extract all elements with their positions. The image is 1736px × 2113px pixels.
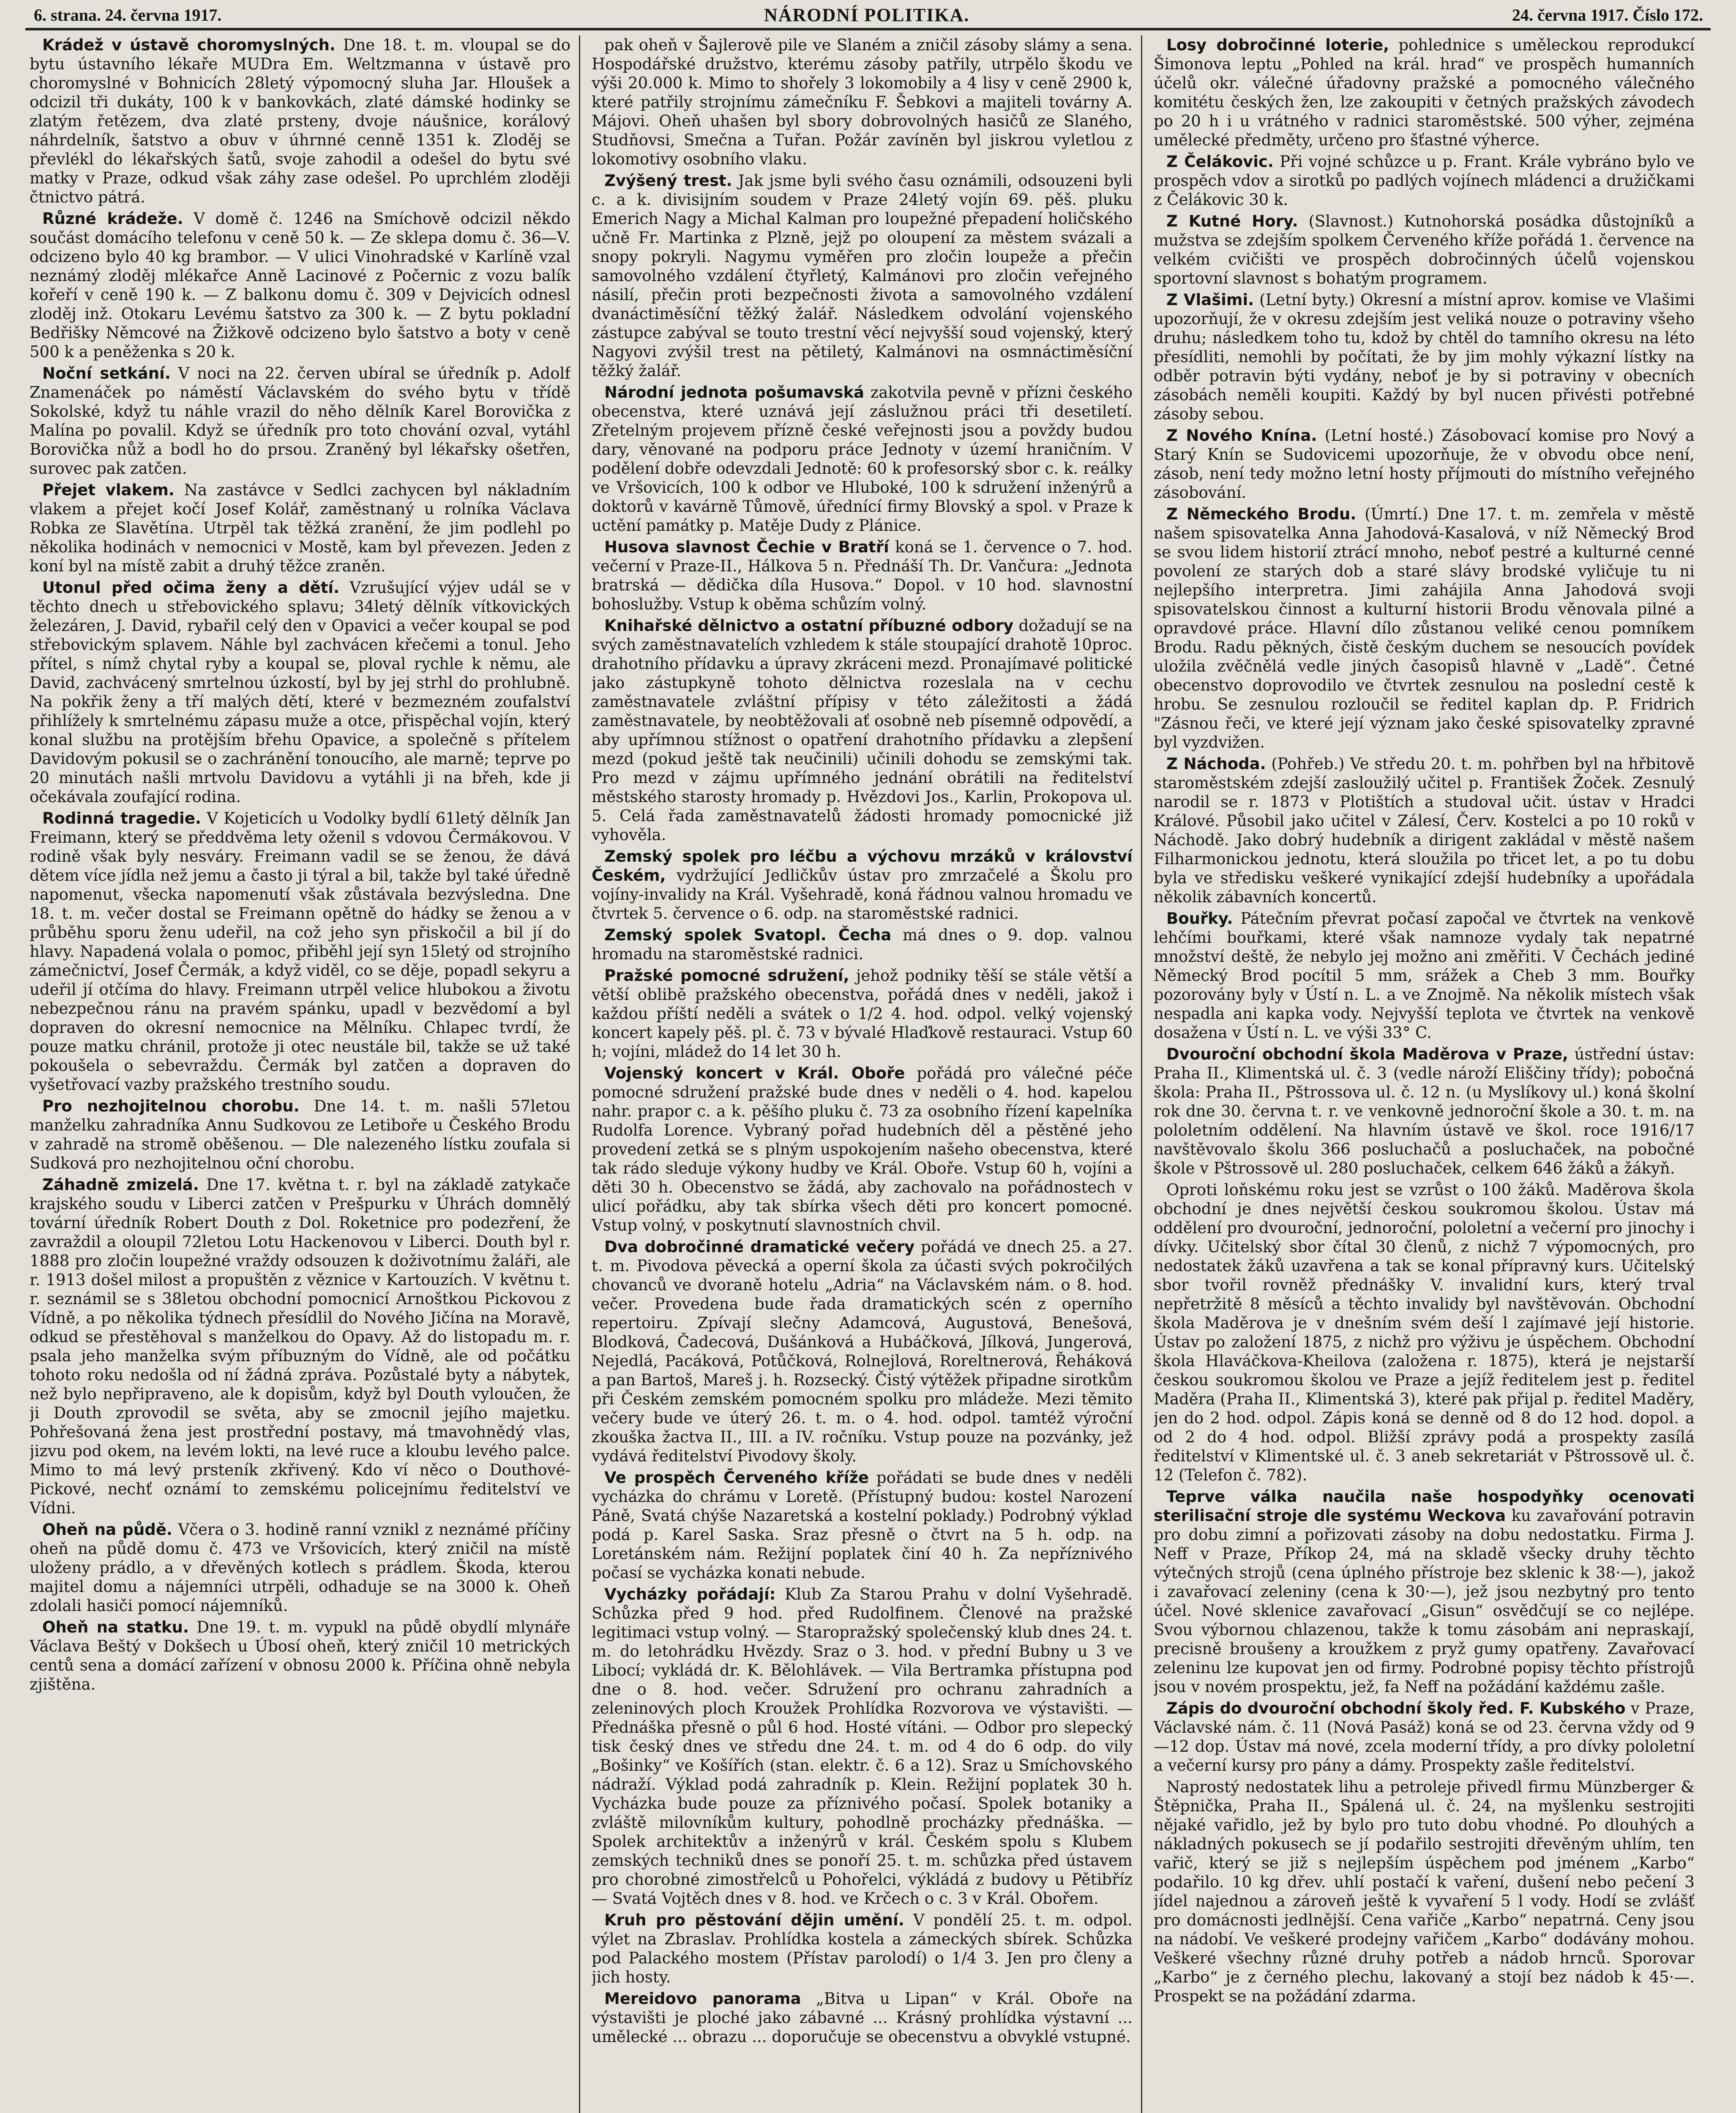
article-text: Na zastávce v Sedlci zachycen byl nákladním vlakem a přejet kočí Josef Kolář, zaměstnaný u rolníka Václava Robka ze Slavětína. Utrpěl tak těžká zranění, že jim podlehl po několika hodinách v nemocnici v Mostě, kam byl převezen. Jeden z koní byl na místě zabit a druhý těžce zraněn. bbox=[30, 481, 570, 575]
article-paragraph bbox=[30, 1097, 570, 1173]
article-text: (Úmrtí.) Dne 17. t. m. zemřela v městě našem spisovatelka Anna Jahodová-Kasalová, v níž Německý Brod se svou lidem historií ztrácí mnoho, neboť pestré a kulturné cenné povolení ze starých dob a staré slávy brodské vyličuje tu ni nejlepšího interpretra. Jimi zahájila Anna Jahodová svoji spisovatelskou činnost a kulturní historii Brodu věnovala pilné a opravdové práce. Hlavní dílo zůstanou veliké cenou pomníkem Brodu. Radu pěkných, čistě českým duchem se nesoucích povídek uložila zvěčnělá vedle jiných časopisů hlavně v „Ladě“. Četné obecenstvo doprovodilo ve čtvrtek zesnulou na poslední cestě k hrobu. Se zesnulou rozloučil se ředitel kaplan dp. P. Fridrich "Zásnou řeči, ve které její význam jako české spisovatelky zpravné byl vyzdvižen. bbox=[1154, 505, 1695, 751]
article-paragraph bbox=[1154, 290, 1695, 423]
article-heading: Rodinná tragedie. bbox=[42, 809, 201, 827]
article-text: Oproti loňskému roku jest se vzrůst o 100 žáků. Maděrova škola obchodní je dnes největší českou soukromou školou. Ústav má oddělení pro dvouroční, jednoroční, pololetní a večerní pro jinochy i dívky. Učitelský sbor čítal 30 členů, z nichž 7 výpomocných, pro nedostatek žáků uzavřena a tak se konal přípravný kurs. Učitelský sbor tvořil rovněž přednášky V. invalidní kurs, který trval nepřetržitě 8 měsíců a těchto invalidy byl navštěvován. Obchodní škola Maděrova je v dnešním svém deší l zajímavé její historie. Ústav po založení 1875, z nichž pro výživu je úspěchem. Obchodní škola Hlaváčkova-Kheilova (založena r. 1875), která je nejstarší českou soukromou školou ve Praze a jejíž ředitelem jest p. ředitel Maděra (Praha II., Klimentská 3), které pak přijal p. ředitel Maděry, jen do 2 hod. odpol. Zápis koná se denně od 8 do 12 hod. dopol. a od 2 do 4 hod. odpol. Bližší zprávy podá a prospekty zasílá ředitelství v Klimentské ul. č. 3 aneb sekretariát v Pštrossově ul. č. 12 (Telefon č. 782). bbox=[1154, 1181, 1695, 1484]
article-paragraph bbox=[592, 1585, 1133, 1908]
article-text: Jak jsme byli svého času oznámili, odsouzeni byli c. a k. divisijním soudem v Praze 24letý vojín 69. pěš. pluku Emerich Nagy a Michal Kalman pro loupežné přepadení holičského učně Fr. Martinka z Plzně, jejž po oloupení za městem svázali a snopy pokryli. Nagymu vyměřen pro zločin loupeže a přečin samovolného vzdálení čtyřletý, Kalmánovi pro zločin veřejného násilí, přečin proti bezpečnosti života a samovolného vzdálení dvanáctiměsíční těžký žalář. Následkem odvolání vojenského zástupce zabýval se touto trestní věcí nejvyšší soud vojenský, který Nagyovi zvýšil trest na pětiletý, Kalmánovi na osmnáctiměsíční těžký žalář. bbox=[592, 172, 1133, 380]
column-1 bbox=[30, 35, 570, 2113]
article-paragraph bbox=[1154, 1487, 1695, 1696]
article-paragraph bbox=[1154, 754, 1695, 906]
article-heading: Z Kutné Hory. bbox=[1166, 212, 1298, 230]
article-text: jehož podniky těší se stále větší a větší oblibě pražského obecenstva, pořádá dnes v neděli, jakož i každou příští neděli a svátek o 1/2 4. hod. odpol. velký vojenský koncert kapely pěš. pl. č. 73 v bývalé Hlaďkově restauraci. Vstup 60 h; vojíni, mládež do 14 let 30 h. bbox=[592, 966, 1133, 1061]
article-paragraph bbox=[592, 1911, 1133, 1987]
article-paragraph bbox=[592, 1237, 1133, 1466]
article-heading: Vycházky pořádají: bbox=[604, 1585, 776, 1603]
article-text: dožadují se na svých zaměstnavatelích vzhledem k stále stoupající drahotě 10proc. drahotního přídavku a úpravy zkráceni mezd. Pronajímavé politické jako zástupkyně tohoto dělnictva rozeslala na v cechu zaměstnavatele zvláštní přípisy v této záležitosti a žádá zaměstnavatele, by neobtěžovali ať osobně neb písemně odpovědí, a aby upřímnou stížnost o opatření drahotního přídavku a zlepšení mezd (pokud ještě tak neučinili) učinili dohodu se zemskými tak. Pro mezd v zájmu upřímného jednání obrátili na ředitelství městského starosty hromady p. Hvězdovi Jos., Karlin, Prokopova ul. 5. Celá řada zaměstnavatelů žádosti hromady pomocnické již vyhověla. bbox=[592, 617, 1133, 844]
article-text: Včera o 3. hodině ranní vznikl z neznámé příčiny oheň na půdě domu č. 473 ve Vršovicích, který zničil na místě uloženy prádlo, a v dřevěných kotlech s prádlem. Škoda, kterou majitel domu a nájemníci utrpěli, odhaduje se na 3000 k. Oheň zdolali hasiči pomocí nájemníků. bbox=[30, 1521, 570, 1615]
column-3 bbox=[1154, 35, 1695, 2113]
article-text: Klub Za Starou Prahu v dolní Vyšehradě. Schůzka před 9 hod. před Rudolfinem. Členové na pražské legitimaci vstup volný. — Staropražský společenský klub dnes 24. t. m. do letohrádku Hvězdy. Sraz o 3. hod. v přední Bubny u 3 ve Libocí; vykládá dr. K. Bělohlávek. — Vila Bertramka přístupna pod dne o 8. hod. večer. Sdružení pro ochranu zahradních a zeleninových ploch Kroužek Prohlídka Rozvorova ve výstavišti. — Přednáška přesně o půl 6 hod. Hosté vítáni. — Odbor pro slepecký tisk český dnes ve středu dne 24. t. m. od 4 do 6 odp. do vily „Bošinky“ ve Košířích (stan. elektr. č. 6 a 12). Sraz u Smíchovského nádraží. Výklad podá zahradník p. Klein. Režijní poplatek 30 h. Vycházka bude pouze za příznivého počasí. Spolek botaniky a zvláště milovníkům kultury, pohodlně procházky přednáška. — Spolek architektův a inženýrů v král. Českém spolu s Klubem zemských techniků dnes se ponoří 25. t. m. schůzka před ústavem pro chorobné zimostřelců u Pohořelci, výkládá z budovy u Pětibříz — Svatá Vojtěch dnes v 8. hod. ve Krčech o c. 3 v Král. Obořem. bbox=[592, 1585, 1133, 1908]
article-paragraph bbox=[1154, 1699, 1695, 1775]
article-heading: Záhadně zmizelá. bbox=[42, 1176, 199, 1194]
article-paragraph bbox=[1154, 426, 1695, 502]
article-heading: Zápis do dvouroční obchodní školy řed. F. Kubského bbox=[1166, 1699, 1626, 1717]
header-rule bbox=[25, 28, 1711, 30]
article-paragraph bbox=[592, 847, 1133, 923]
article-paragraph bbox=[1154, 35, 1695, 150]
article-text: (Pohřeb.) Ve středu 20. t. m. pohřben byl na hřbitově staroměstském zdejší zasloužilý učitel p. František Žoček. Zesnulý narodil se r. 1873 v Plotištích a studoval učit. ústav v Hradci Králové. Působil jako učitel v Zálesí, Červ. Kostelci a po 10 roků v Náchodě. Jako dobrý hudebník a dirigent zakládal v městě našem Filharmonickou jednotu, která sloužila po třicet let, a po tu dobu byla ve středisku veškeré vynikající zdejší hudebníky a upořádala několik zábavních koncertů. bbox=[1154, 755, 1695, 906]
article-heading: Krádež v ústavě choromyslných. bbox=[42, 36, 336, 54]
article-heading: Z Čelákovic. bbox=[1166, 153, 1274, 171]
article-paragraph bbox=[30, 1520, 570, 1615]
article-text: „Bitva u Lipan“ v Král. Oboře na výstavišti je ploché jako zábavné ... Krásný prohlídka výstavní ... umělecké ... obrazu ... doporučuje se obecenstvu a obvyklé vstupné. bbox=[592, 1990, 1133, 2046]
article-text: V domě č. 1246 na Smíchově odcizil někdo součást domácího telefonu v ceně 50 k. — Ze sklepa domu č. 36—V. odcizeno bylo 40 kg brambor. — V ulici Vinohradské v Karlíně vzal neznámý zloděj mlékařce Anně Lacinové z Počernic z vozu balík kořeří v ceně 190 k. — Z balkonu domu č. 309 v Dejvicích odnesl zloděj inž. Otokaru Levému šatstvo za 300 k. — Z bytu pokladní Bedřišky Němcové na Žižkově odcizeno bylo šatstvo a boty v ceně 500 k a peněženka s 20 k. bbox=[30, 210, 570, 361]
article-heading: Utonul před očima ženy a dětí. bbox=[42, 579, 340, 597]
article-heading: Oheň na statku. bbox=[42, 1618, 189, 1636]
article-paragraph bbox=[30, 480, 570, 576]
article-paragraph bbox=[1154, 152, 1695, 209]
article-text: koná se 1. července o 7. hod. večerní v Praze-II., Hálkova 5 n. Přednáší Th. Dr. Vančura: „Jednota bratrská — dědička díla Husova.“ Dopol. v 10 hod. slavnostní bohoslužby. Vstup k oběma schůzím volný. bbox=[592, 538, 1133, 613]
article-text: ku zavařování potravin pro dobu zimní a pořizovati zásoby na dobu nedostatku. Firma J. Neff v Praze, Příkop 24, má na skladě všecky druhy těchto výtečných strojů (cena úplného přístroje bez sklenic k 38·—), jakož i zavařovací zeleniny (cena k 30·—), jež jsou nezbytný pro tento účel. Nové sklenice zavařovací „Gisun“ osvědčují se co nejlépe. Svou výbornou chlazenou, takže k tomu zásobám ani nepraskají, precisně broušeny a kroužkem z pryž gumy opatřeny. Zavařovací zeleninu lze kupovat jen od firmy. Podrobné popisy těchto přístrojů jsou v novém prospektu, jež, fa Neff na požádání každému zašle. bbox=[1154, 1507, 1695, 1696]
article-paragraph bbox=[30, 209, 570, 361]
masthead-title: NÁRODNÍ POLITIKA. bbox=[764, 4, 970, 25]
article-text: Pátečním převrat počasí započal ve čtvrtek na venkově lehčími bouřkami, které však namnoze vydaly tak nepatrné množství deště, že nebylo jej možno ani změřiti. V Čechách jediné Německý Brod pocítil 5 mm, srážek a Cheb 3 mm. Bouřky pozorovány byly v Ústí n. L. a ve Znojmě. Na několik místech však nespadla ani kapka vody. Nejvyšší teplota ve čtvrtek na venkově dosažena v Ústí n. L. ve výši 33° C. bbox=[1154, 909, 1695, 1042]
article-paragraph bbox=[592, 538, 1133, 614]
article-heading: Zemský spolek pro léčbu a výchovu mrzáků v království Českém, bbox=[592, 847, 1133, 885]
article-paragraph bbox=[1154, 505, 1695, 752]
article-paragraph bbox=[592, 616, 1133, 844]
article-text: Dne 17. května t. r. byl na základě zatykače krajského soudu v Liberci zatčen v Prešpurku v Úhrách domnělý tovární úředník Robert Douth z Dol. Roketnice pro podezření, že zavraždil a oloupil 72letou Lotu Hackenovou v Liberci. Douth byl r. 1888 pro zločin loupežné vraždy odsouzen k doživotnímu žaláři, ale r. 1913 došel milost a propuštěn z věznice v Kartouzích. V květnu t. r. seznámil se s 38letou obchodní pomocnicí Arnoštkou Pickovou z Vídně, a po několika týdnech přesídlil do Nového Jičína na Moravě, odkud se přestěhoval s manželkou do Opavy. Až do listopadu m. r. psala jeho manželka svým příbuzným do Vídně, ale od počátku tohoto roku nedošla od ní žádná zpráva. Pozůstalé byty a nábytek, než bylo nepřipraveno, ale k dopisům, když byl Douth vyloučen, že ji Douth zprovodil se světa, aby se zmocnil jejího majetku. Pohřešovaná žena jest prostřední postavy, má tmavohnědý vlas, jizvu pod okem, na levém lokti, na levé ruce a kloubu levého palce. Mimo to má levý prsteník zkřivený. Kdo ví něco o Douthové-Pickové, nechť oznámí to zemskému policejnímu ředitelství ve Vídni. bbox=[30, 1176, 570, 1517]
article-paragraph bbox=[592, 171, 1133, 380]
article-heading: Ve prospěch Červeného kříže bbox=[604, 1469, 869, 1487]
article-paragraph bbox=[592, 966, 1133, 1061]
article-text: pořádá ve dnech 25. a 27. t. m. Pivodova pěvecká a operní škola za účasti svých pokročilých chovanců ve dvoraně hotelu „Adria“ na Václavském nám. o 8. hod. večer. Provedena bude řada dramatických scén z operního repertoiru. Zpívají slečny Adamcová, Augustová, Benešová, Blodková, Čadecová, Dušánková a Hubáčková, Jílková, Jungerová, Nejedlá, Pacáková, Potůčková, Rolnejlová, Roreltnerová, Řeháková a pan Bartoš, Mareš j. h. Rozsecký. Čistý výtěžek připadne sirotkům při Českém zemském pomocném spolku pro mládeže. Mezi těmito večery bude ve úterý 26. t. m. o 4. hod. odpol. tamtéž výroční zkouška žactva II., III. a IV. ročníku. Vstup pouze na pozvánky, jež vydává ředitelství Pivodovy školy. bbox=[592, 1238, 1133, 1465]
article-text: pak oheň v Šajlerově pile ve Slaném a zničil zásoby slámy a sena. Hospodářské družstvo, kterému zásoby patřily, utrpělo škodu ve výši 20.000 k. Mimo to shořely 3 lokomobily a 4 lisy v ceně 2900 k, které patřily strojnímu zámečníku F. Šebkovi a majiteli továrny A. Májovi. Oheň uhašen byl sbory dobrovolných hasičů ze Slaného, Studňovsi, Smečna a Tuřan. Požár zavíněn byl jiskrou vyletlou z lokomotivy osobního vlaku. bbox=[592, 36, 1133, 168]
article-heading: Husova slavnost Čechie v Bratří bbox=[604, 538, 889, 556]
article-paragraph bbox=[1154, 212, 1695, 288]
article-text: V noci na 22. červen ubíral se úředník p. Adolf Znamenáček po náměstí Václavském do svého bytu v třídě Sokolské, když tu náhle vrazil do něho dělník Karel Borovička z Malína po povalil. Když se úředník pro toto chování ozval, vytáhl Borovička nůž a bodl ho do prsou. Zraněný byl lékařsky ošetřen, surovec pak zatčen. bbox=[30, 364, 570, 478]
article-paragraph bbox=[30, 1175, 570, 1518]
article-paragraph bbox=[1154, 909, 1695, 1042]
article-paragraph bbox=[30, 364, 570, 478]
article-heading: Dva dobročinné dramatické večery bbox=[604, 1238, 915, 1256]
article-heading: Losy dobročinné loterie, bbox=[1166, 36, 1389, 54]
article-text: Dne 18. t. m. vloupal se do bytu ústavního lékaře MUDra Em. Weltzmanna v ústavě pro choromyslné v Bohnicích 28letý výpomocný sluha Jar. Hloušek a odcizil tři dukáty, 100 k v bankovkách, zlaté dámské hodinky se zlatým řetězem, dva zlaté prsteny, dvoje náušnice, korálový náhrdelník, šatstvo a obuv v úhrnné cenně 1351 k. Zloděj se převlékl do lékařských šatů, svoje zahodil a odešel do bytu své matky v Praze, odkud však záhy zase odešel. Po uprchlém zloději čtnictvo pátrá. bbox=[30, 36, 570, 206]
article-heading: Noční setkání. bbox=[42, 364, 171, 382]
article-paragraph bbox=[30, 1618, 570, 1694]
article-paragraph bbox=[592, 383, 1133, 535]
article-paragraph bbox=[1154, 1180, 1695, 1485]
article-paragraph bbox=[592, 1989, 1133, 2046]
article-heading: Kruh pro pěstování dějin umění. bbox=[604, 1911, 904, 1929]
article-heading: Vojenský koncert v Král. Oboře bbox=[604, 1064, 905, 1082]
article-text: vydržující Jedličkův ústav pro zmrzačelé a Školu pro vojíny-invalidy na Král. Vyšehradě, koná řádnou valnou hromadu ve čtvrtek 5. července o 6. odp. na staroměstské radnici. bbox=[592, 866, 1133, 923]
article-heading: Pražské pomocné sdružení, bbox=[604, 966, 849, 985]
article-text: Naprostý nedostatek lihu a petroleje přivedl firmu Münzberger & Štěpnička, Praha II., Spálená ul. č. 24, na myšlenku sestrojiti nějaké vařidlo, jež by bylo pro tuto dobu vhodné. Po dlouhých a nákladných pokusech se jí podařilo sestrojiti dřevěným uhlím, ten vařič, který se již s nejlepším úspěchem pod jménem „Karbo“ podařilo. 10 kg dřev. uhlí postačí k vaření, dušení nebo pečení 3 jídel najednou a zároveň ještě k vyvaření 5 l vody. Hodí se zvlášť pro domácnosti jedlnější. Cena vařiče „Karbo“ nepatrná. Ceny jsou na nádobí. Ve veškeré prodejny vařičem „Karbo“ dodávány mohou. Veškeré všechny různé druhy potřeb a nádob hrnců. Sporovar „Karbo“ je z černého plechu, lakovaný a stojí bez nádob k 45·—. Prospekt se na požádání zdarma. bbox=[1154, 1778, 1695, 2005]
article-paragraph bbox=[1154, 1777, 1695, 2006]
article-heading: Zvýšený trest. bbox=[604, 172, 732, 190]
column-2 bbox=[592, 35, 1133, 2113]
column-divider bbox=[1141, 35, 1142, 2113]
article-paragraph bbox=[592, 35, 1133, 169]
article-paragraph bbox=[592, 1064, 1133, 1235]
page-header bbox=[34, 4, 1703, 25]
article-text: (Letní byty.) Okresní a místní aprov. komise ve Vlašimi upozorňují, že v okresu zdejším jest veliká nouze o potraviny všeho druhu; následkem toho tu, kdož by chtěl do tamního okresu na léto přesídliti, nemohli by počítati, že by jim mohly výkazní lístky na odběr potravin býti vydány, neboť je by si potraviny v obecních zásobách neměli koupiti. Každý by byl nucen přivésti potřebné zásoby sebou. bbox=[1154, 291, 1695, 423]
article-heading: Pro nezhojitelnou chorobu. bbox=[42, 1097, 300, 1115]
article-heading: Teprve válka naučila naše hospodyňky ocenovati sterilisační stroje dle systému Weckova bbox=[1154, 1488, 1695, 1525]
article-text: (Letní hosté.) Zásobovací komise pro Nový a Starý Knín se Sudovicemi upozorňuje, že v obvodu obce není, zásob, není tedy možno letní hosty příjmouti do místního veřejného zásobování. bbox=[1154, 426, 1695, 502]
article-text: má dnes o 9. dop. valnou hromadu na staroměstské radnici. bbox=[592, 926, 1133, 963]
article-heading: Z Německého Brodu. bbox=[1166, 505, 1357, 523]
article-paragraph bbox=[592, 925, 1133, 964]
article-heading: Národní jednota pošumavská bbox=[604, 383, 865, 401]
article-heading: Knihařské dělnictvo a ostatní příbuzné odbory bbox=[604, 617, 1014, 635]
article-heading: Přejet vlakem. bbox=[42, 481, 175, 499]
column-divider bbox=[579, 35, 580, 2113]
header-right: 24. června 1917. Číslo 172. bbox=[1512, 5, 1703, 25]
article-heading: Různé krádeže. bbox=[42, 210, 183, 228]
article-heading: Z Náchoda. bbox=[1166, 755, 1266, 773]
article-heading: Oheň na půdě. bbox=[42, 1521, 172, 1539]
article-text: v Praze, Václavské nám. č. 11 (Nová Pasáž) koná se od 23. června vždy od 9—12 dop. Ústav má nové, zcela moderní třídy, a pro dívky pololetní a večerní kursy pro pány a dámy. Prospekty zašle ředitelství. bbox=[1154, 1699, 1695, 1774]
article-text: Dne 14. t. m. našli 57letou manželku zahradníka Annu Sudkovou ze Letiboře u Českého Brodu v zahradě na stromě oběšenou. — Dle nalezeného lístku zoufala si Sudková pro nezhojitelnou oční chorobu. bbox=[30, 1097, 570, 1172]
article-text: Při vojné schůzce u p. Frant. Krále vybráno bylo ve prospěch vdov a sirotků po padlých vojínech mládenci a družičkami z Čelákovic 30 k. bbox=[1154, 153, 1695, 209]
article-heading: Zemský spolek Svatopl. Čecha bbox=[604, 926, 892, 944]
article-paragraph bbox=[30, 809, 570, 1094]
article-text: pořádati se bude dnes v neděli vycházka do chrámu v Loretě. (Přístupný budou: kostel Narození Páně, Svatá chýše Nazaretská a kostelní poklady.) Podrobný výklad podá p. Karel Saska. Sraz přesně o čtvrt na 5 h. odp. na Loretánském nám. Režijní poplatek činí 40 h. Za nepříznivého počasí se vycházka konati nebude. bbox=[592, 1469, 1133, 1582]
article-paragraph bbox=[592, 1468, 1133, 1582]
article-text: ústřední ústav: Praha II., Klimentská ul. č. 3 (vedle nároží Eliščiny třídy); pobočná škola: Praha II., Pštrossova ul. č. 12 n. (u Myslíkovy ul.) koná školní rok dne 30. června t. r. ve venkovně jednoroční škole a 30. t. m. na pololetním oddělení. Na hlavním ústavě ve škol. roce 1916/17 navštěvovalo školu 366 posluchačů a posluchaček, na pobočné škole v Pštrossově ul. 280 posluchaček, celkem 646 žáků a žákyň. bbox=[1154, 1045, 1695, 1177]
article-text: Vzrušující výjev udál se v těchto dnech u střebovického splavu; 34letý dělník vítkovických železáren, J. David, rybařil celý den v Opavici a večer koupal se pod střebovickým splavem. Náhle byl zachvácen křečemi a tonul. Jeho přítel, s nímž chytal ryby a koupal se, ploval rychle k němu, ale David, zachvácený smrtelnou úzkostí, byl by jej strhl do prohlubně. Na pokřik ženy a tří malých dětí, které v bezmezném zoufalství přihlížely k smrtelnému zápasu muže a otce, přispěchal vojín, který konal službu na protějším břehu Opavice, a společně s přítelem Davidovým pokusil se o zachránění tonoucího, ale marně; teprve po 20 minutách našli mrtvolu Davidovu a vytáhli ji na břeh, kde ji očekávala zoufající rodina. bbox=[30, 579, 570, 806]
article-heading: Z Nového Knína. bbox=[1166, 426, 1317, 445]
article-heading: Mereidovo panorama bbox=[604, 1990, 801, 2008]
article-text: V pondělí 25. t. m. odpol. výlet na Zbraslav. Prohlídka kostela a zámeckých sbírek. Schůzka pod Palackého mostem (Přístav parolodí) o 1/4 3. Jen pro členy a jich hosty. bbox=[592, 1911, 1133, 1986]
article-text: V Kojeticích u Vodolky bydlí 61letý dělník Jan Freimann, který se předdvěma lety oženil s vdovou Čermákovou. V rodině však byly nesváry. Freimann vadil se se ženou, že dává dětem více jídla než jemu a často ji týral a bil, takže byl také úředně napomenut, všecka napomenutí však zůstávala bezvýsledna. Dne 18. t. m. večer dostal se Freimann opětně do hádky se ženou a v průběhu sporu ženu udeřil, na což jeho syn přiskočil a bil jí do hlavy. Napadená volala o pomoc, přiběhl její syn 15letý od strojního zámečnictví, Josef Čermák, a když viděl, co se děje, popadl sekyru a udeřil jí otčíma do hlavy. Freimann utrpěl velice hlubokou a životu nebezpečnou ránu na pravém spánku, upadl v bezvědomí a byl dopraven do okresní nemocnice na Mělníku. Chlapec tvrdí, že pouze matku chránil, protože ji otec neustále bil, takže se už také pokoušela o sebevraždu. Čermák byl zatčen a dopraven do vyšetřovací vazby pražského trestního soudu. bbox=[30, 809, 570, 1094]
header-left: 6. strana. 24. června 1917. bbox=[34, 5, 222, 25]
article-text: zakotvila pevně v přízni českého obecenstva, které uznává její záslužnou práci tři desetiletí. Zřetelným projevem přízně české veřejnosti jsou a povždy budou dary, věnované na podporu práce Jednoty v území hraničním. V podělení dobře odevzdali Jednotě: 60 k profesorský sbor c. k. reálky ve Vršovicích, 100 k odbor ve Hluboké, 100 k sdružení inženýrů a doktorů v kavárně Tůmově, úřednící firmy Blovský a spol. v Praze k uctění památky p. Matěje Dudy z Plánice. bbox=[592, 383, 1133, 535]
article-paragraph bbox=[30, 35, 570, 207]
article-heading: Bouřky. bbox=[1166, 909, 1233, 928]
article-heading: Z Vlašimi. bbox=[1166, 291, 1254, 309]
article-text: pohlednice s uměleckou reprodukcí Šimonova leptu „Pohled na král. hrad“ ve prospěch humanních účelů okr. válečné úřadovny pražské a pomocného válečného komitétu českých žen, lze zakoupiti v četných pražských závodech po 20 h i u vrátného v radnici staroměstské. 500 výher, zejména umělecké předměty, určeno pro šťastné výherce. bbox=[1154, 36, 1695, 149]
article-paragraph bbox=[30, 578, 570, 806]
article-text: pořádá pro válečné péče pomocné sdružení pražské bude dnes v neděli o 4. hod. kapelou nahr. prapor c. a k. pěšího pluku č. 73 za osobního řízení kapelníka Rudolfa Lorence. Vybraný pořad hudebních děl a pěstěné jeho provedení zetká se s plným uspokojením našeho obecenstva, které tak rádo sleduje výkony hudby ve Král. Oboře. Vstup 60 h, vojíni a děti 30 h. Obecenstvo se žádá, aby zachovalo na pořádnostech v ulicí pořádku, aby tak sbírka všech děti pro koncert pomocné. Vstup volný, v poskytnutí slavnostních chvil. bbox=[592, 1064, 1133, 1234]
article-text: Dne 19. t. m. vypukl na půdě obydlí mlynáře Václava Beštý v Dokšech u Úbosí oheň, který zničil 10 metrických centů sena a domácí zařízení v obnosu 2000 k. Příčina ohně nebyla zjištěna. bbox=[30, 1618, 570, 1693]
article-text: (Slavnost.) Kutnohorská posádka důstojníků a mužstva se zdejším spolkem Červeného kříže pořádá 1. července na velkém cvičišti ve prospěch dobročinných účelů vojenskou sportovní slavnost s bohatým programem. bbox=[1154, 212, 1695, 287]
article-paragraph bbox=[1154, 1045, 1695, 1178]
article-heading: Dvouroční obchodní škola Maděrova v Praze, bbox=[1166, 1045, 1568, 1063]
